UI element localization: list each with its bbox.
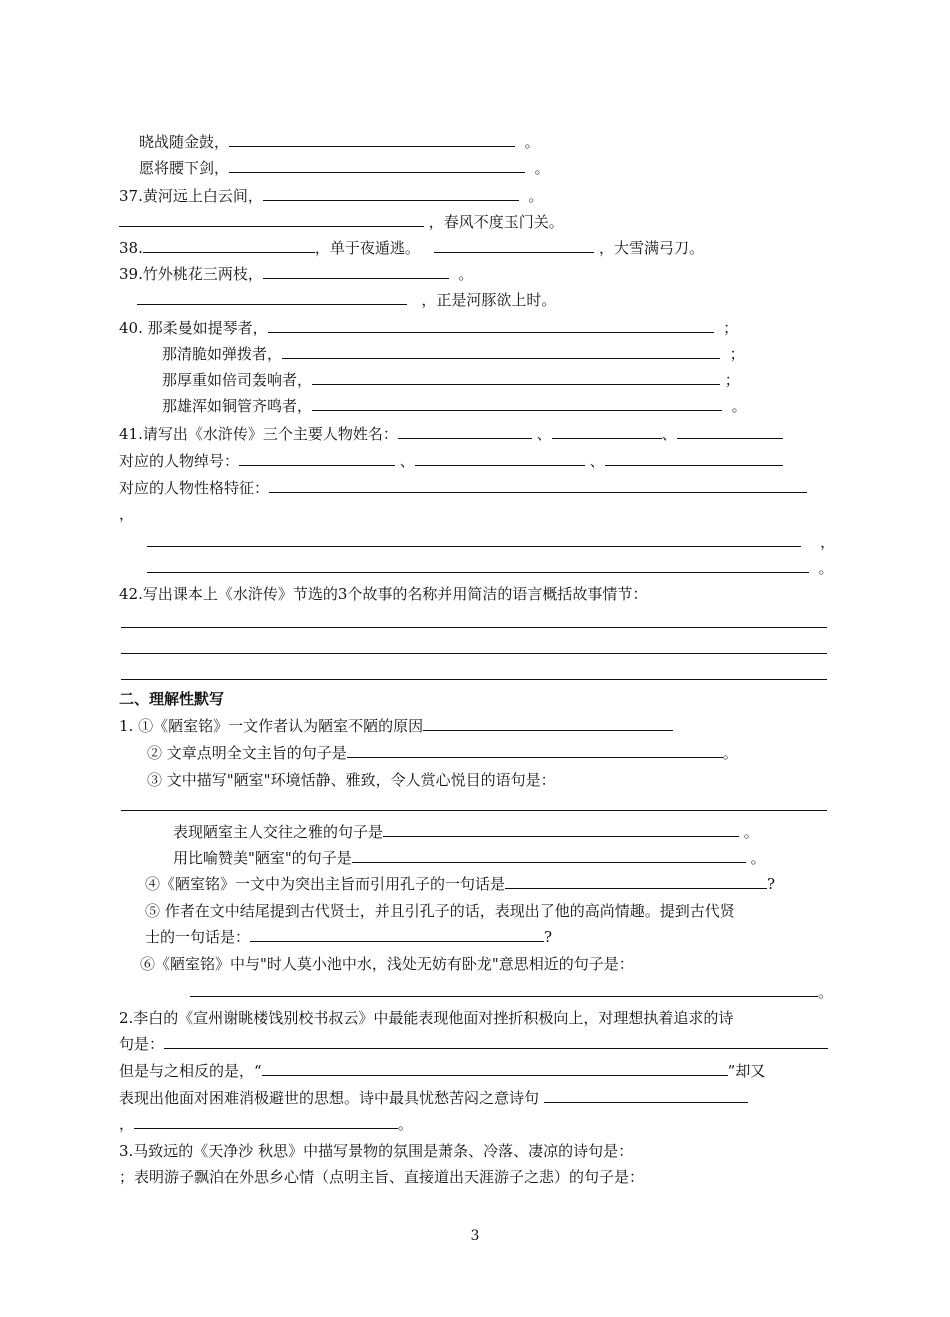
answer-rule[interactable] xyxy=(121,627,827,628)
answer-blank[interactable] xyxy=(347,743,723,758)
answer-blank[interactable] xyxy=(398,424,532,439)
answer-rule[interactable] xyxy=(121,653,827,654)
q40-line1: 40. 那柔曼如提琴者， ； xyxy=(119,319,739,337)
answer-blank[interactable] xyxy=(544,1088,748,1103)
s2q2-c: 但是与之相反的是，“ ”却又 xyxy=(119,1062,766,1080)
q37-line1: 37.黄河远上白云间， 。 xyxy=(119,187,544,205)
answer-blank[interactable] xyxy=(119,212,424,227)
q39-line2: ，正是河豚欲上时。 xyxy=(137,290,556,310)
s2q1-h: ⑥《陋室铭》中与"时人莫小池中水，浅处无妨有卧龙"意思相近的句子是： xyxy=(140,955,634,973)
q38-line: 38. ，单于夜遁逃。 ，大雪满弓刀。 xyxy=(119,239,704,257)
answer-blank[interactable] xyxy=(268,318,714,333)
q41-line3: 对应的人物性格特征： xyxy=(119,478,807,498)
q39-line1: 39.竹外桃花三两枝， 。 xyxy=(119,265,474,283)
s2q1-c: ③ 文中描写"陋室"环境恬静、雅致，令人赏心悦目的语句是： xyxy=(147,771,556,789)
s2q2-b: 句是： xyxy=(119,1034,828,1054)
s2q1-a: 1. ①《陋室铭》一文作者认为陋室不陋的原因 xyxy=(119,716,673,736)
s2q3-b: ；表明游子飘泊在外思乡心情（点明主旨、直接道出天涯游子之悲）的句子是： xyxy=(119,1168,645,1186)
s2q2-d: 表现出他面对困难消极避世的思想。诗中最具忧愁苦闷之意诗句 xyxy=(119,1088,748,1108)
answer-blank[interactable] xyxy=(312,396,722,411)
answer-blank[interactable] xyxy=(605,451,783,466)
q42-prompt: 42.写出课本上《水浒传》节选的3个故事的名称并用简洁的语言概括故事情节： xyxy=(119,585,648,603)
s2q1-f: ④《陋室铭》一文中为突出主旨而引用孔子的一句话是 ? xyxy=(145,875,776,893)
q36-line1: 晓战随金鼓， 。 xyxy=(139,133,540,151)
answer-blank[interactable] xyxy=(147,532,801,547)
q41-line5: 。 xyxy=(147,558,834,578)
answer-blank[interactable] xyxy=(250,927,544,942)
answer-blank[interactable] xyxy=(383,822,739,837)
answer-blank[interactable] xyxy=(239,451,395,466)
q40-line2: 那清脆如弹拨者， ； xyxy=(162,345,745,363)
answer-blank[interactable] xyxy=(434,238,594,253)
answer-rule[interactable] xyxy=(121,810,827,811)
answer-blank[interactable] xyxy=(352,848,746,863)
q41-line1: 41.请写出《水浒传》三个主要人物姓名： 、 、 xyxy=(119,424,783,444)
s2q1-e: 用比喻赞美"陋室"的句子是 。 xyxy=(173,849,766,867)
s2q2-a: 2.李白的《宣州谢眺楼饯别校书叔云》中最能表现他面对挫折积极向上，对理想执着追求的诗 xyxy=(119,1009,734,1027)
q41-line4: ， xyxy=(147,532,835,552)
answer-blank[interactable] xyxy=(229,158,525,173)
s2q3-a: 3.马致远的《天净沙 秋思》中描写景物的氛围是萧条、冷落、凄凉的诗句是： xyxy=(119,1142,634,1160)
section-heading: 二、理解性默写 xyxy=(119,690,225,708)
answer-blank[interactable] xyxy=(134,1114,398,1129)
answer-blank[interactable] xyxy=(143,238,315,253)
q40-line3: 那厚重如倍司轰响者， ； xyxy=(162,371,740,389)
s2q1-g: ⑤ 作者在文中结尾提到古代贤士，并且引孔子的话，表现出了他的高尚情趣。提到古代贤 xyxy=(145,902,735,920)
s2q1-h-answer: 。 xyxy=(190,982,833,1002)
answer-rule[interactable] xyxy=(121,679,827,680)
answer-blank[interactable] xyxy=(282,344,720,359)
answer-blank[interactable] xyxy=(312,370,720,385)
answer-blank[interactable] xyxy=(415,451,585,466)
s2q1-g2: 士的一句话是： ? xyxy=(145,928,553,946)
answer-blank[interactable] xyxy=(552,424,662,439)
s2q1-b: ② 文章点明全文主旨的句子是 。 xyxy=(147,744,738,762)
page-number: 3 xyxy=(470,1228,480,1244)
q41-comma: ， xyxy=(119,505,135,523)
answer-blank[interactable] xyxy=(190,982,818,997)
answer-blank[interactable] xyxy=(263,186,519,201)
answer-blank[interactable] xyxy=(164,1034,828,1049)
answer-blank[interactable] xyxy=(137,290,407,305)
answer-blank[interactable] xyxy=(423,716,673,731)
answer-blank[interactable] xyxy=(263,264,449,279)
answer-blank[interactable] xyxy=(229,132,515,147)
answer-blank[interactable] xyxy=(262,1061,728,1076)
answer-blank[interactable] xyxy=(269,478,807,493)
s2q2-e: ， 。 xyxy=(119,1115,414,1133)
q36-line2: 愿将腰下剑， 。 xyxy=(139,159,550,177)
s2q1-d: 表现陋室主人交往之雅的句子是 。 xyxy=(173,823,759,841)
q37-line2: ，春风不度玉门关。 xyxy=(119,212,564,232)
q40-line4: 那雄浑如铜管齐鸣者， 。 xyxy=(162,397,747,415)
q41-line2: 对应的人物绰号： 、 、 xyxy=(119,451,783,471)
answer-blank[interactable] xyxy=(677,424,783,439)
answer-blank[interactable] xyxy=(147,558,809,573)
answer-blank[interactable] xyxy=(505,874,767,889)
